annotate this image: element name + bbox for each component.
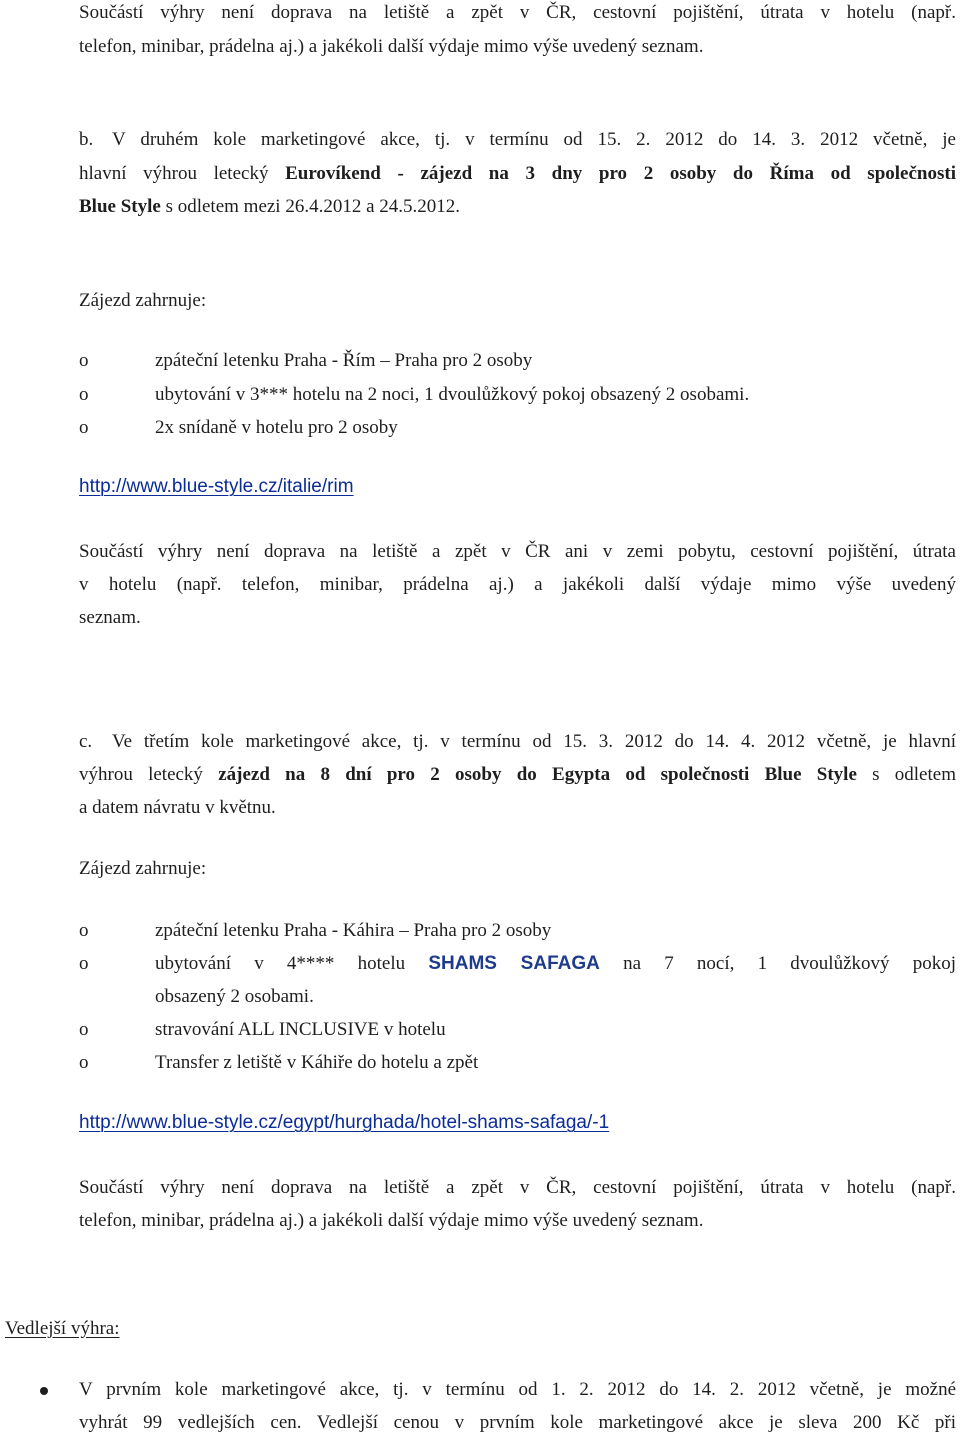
bullet-dot-icon	[40, 1387, 48, 1395]
list-item: stravování ALL INCLUSIVE v hotelu	[155, 1019, 446, 1040]
top-note-line-1: Součástí výhry není doprava na letiště a zpět v ČR, cestovní pojištění, útrata v hotelu (např.	[79, 2, 956, 23]
list-bullet: o	[79, 417, 89, 438]
list-item: Transfer z letiště v Káhiře do hotelu a zpět	[155, 1052, 479, 1073]
list-item: ubytování v 4**** hotelu SHAMS SAFAGA na 7 nocí, 1 dvoulůžkový pokoj	[155, 953, 957, 974]
list-item: zpáteční letenku Praha - Káhira – Praha pro 2 osoby	[155, 920, 552, 941]
hotel-name: SHAMS SAFAGA	[428, 953, 600, 974]
list-item: zpáteční letenku Praha - Řím – Praha pro 2 osoby	[155, 350, 533, 371]
blue-style-rim-link[interactable]: http://www.blue-style.cz/italie/rim	[79, 476, 354, 497]
section-b-note-line-2: v hotelu (např. telefon, minibar, prádelna aj.) a jakékoli další výdaje mimo výše uvedený	[79, 574, 956, 595]
side-prize-line-1: V prvním kole marketingové akce, tj. v termínu od 1. 2. 2012 do 14. 2. 2012 včetně, je možné	[79, 1379, 956, 1400]
side-prize-line-2: vyhrát 99 vedlejších cen. Vedlejší cenou v prvním kole marketingové akce je sleva 200 Kč při	[79, 1412, 956, 1433]
section-c-note-line-2: telefon, minibar, prádelna aj.) a jakékoli další výdaje mimo výše uvedený seznam.	[79, 1210, 704, 1231]
section-b-line-2: hlavní výhrou letecký Eurovíkend - zájezd na 3 dny pro 2 osoby do Říma od společnosti	[79, 163, 956, 184]
list-bullet: o	[79, 350, 89, 371]
list-item: ubytování v 3*** hotelu na 2 noci, 1 dvoulůžkový pokoj obsazený 2 osobami.	[155, 384, 750, 405]
list-item-continuation: obsazený 2 osobami.	[155, 986, 314, 1007]
list-bullet: o	[79, 953, 89, 974]
list-bullet: o	[79, 920, 89, 941]
section-c-note-line-1: Součástí výhry není doprava na letiště a zpět v ČR, cestovní pojištění, útrata v hotelu (např.	[79, 1177, 956, 1198]
section-b-marker: b.	[79, 129, 94, 150]
list-item: 2x snídaně v hotelu pro 2 osoby	[155, 417, 398, 438]
list-bullet: o	[79, 1019, 89, 1040]
blue-style-egypt-link[interactable]: http://www.blue-style.cz/egypt/hurghada/hotel-shams-safaga/-1	[79, 1112, 610, 1133]
section-c-marker: c.	[79, 731, 93, 752]
section-c-line-3: a datem návratu v květnu.	[79, 797, 276, 818]
section-c-includes-label: Zájezd zahrnuje:	[79, 858, 207, 879]
section-c-line-1: Ve třetím kole marketingové akce, tj. v termínu od 15. 3. 2012 do 14. 4. 2012 včetně, je hlavní	[112, 731, 956, 752]
section-b-includes-label: Zájezd zahrnuje:	[79, 290, 207, 311]
section-b-note-line-1: Součástí výhry není doprava na letiště a zpět v ČR ani v zemi pobytu, cestovní pojištění, útrata	[79, 541, 956, 562]
side-prize-heading: Vedlejší výhra:	[5, 1318, 120, 1339]
section-b-line-1: V druhém kole marketingové akce, tj. v termínu od 15. 2. 2012 do 14. 3. 2012 včetně, je	[112, 129, 956, 150]
top-note-line-2: telefon, minibar, prádelna aj.) a jakékoli další výdaje mimo výše uvedený seznam.	[79, 36, 704, 57]
section-b-note-line-3: seznam.	[79, 607, 141, 628]
section-c-line-2: výhrou letecký zájezd na 8 dní pro 2 osoby do Egypta od společnosti Blue Style s odletem	[79, 764, 956, 785]
list-bullet: o	[79, 1052, 89, 1073]
list-bullet: o	[79, 384, 89, 405]
section-b-line-3: Blue Style s odletem mezi 26.4.2012 a 24.5.2012.	[79, 196, 461, 217]
